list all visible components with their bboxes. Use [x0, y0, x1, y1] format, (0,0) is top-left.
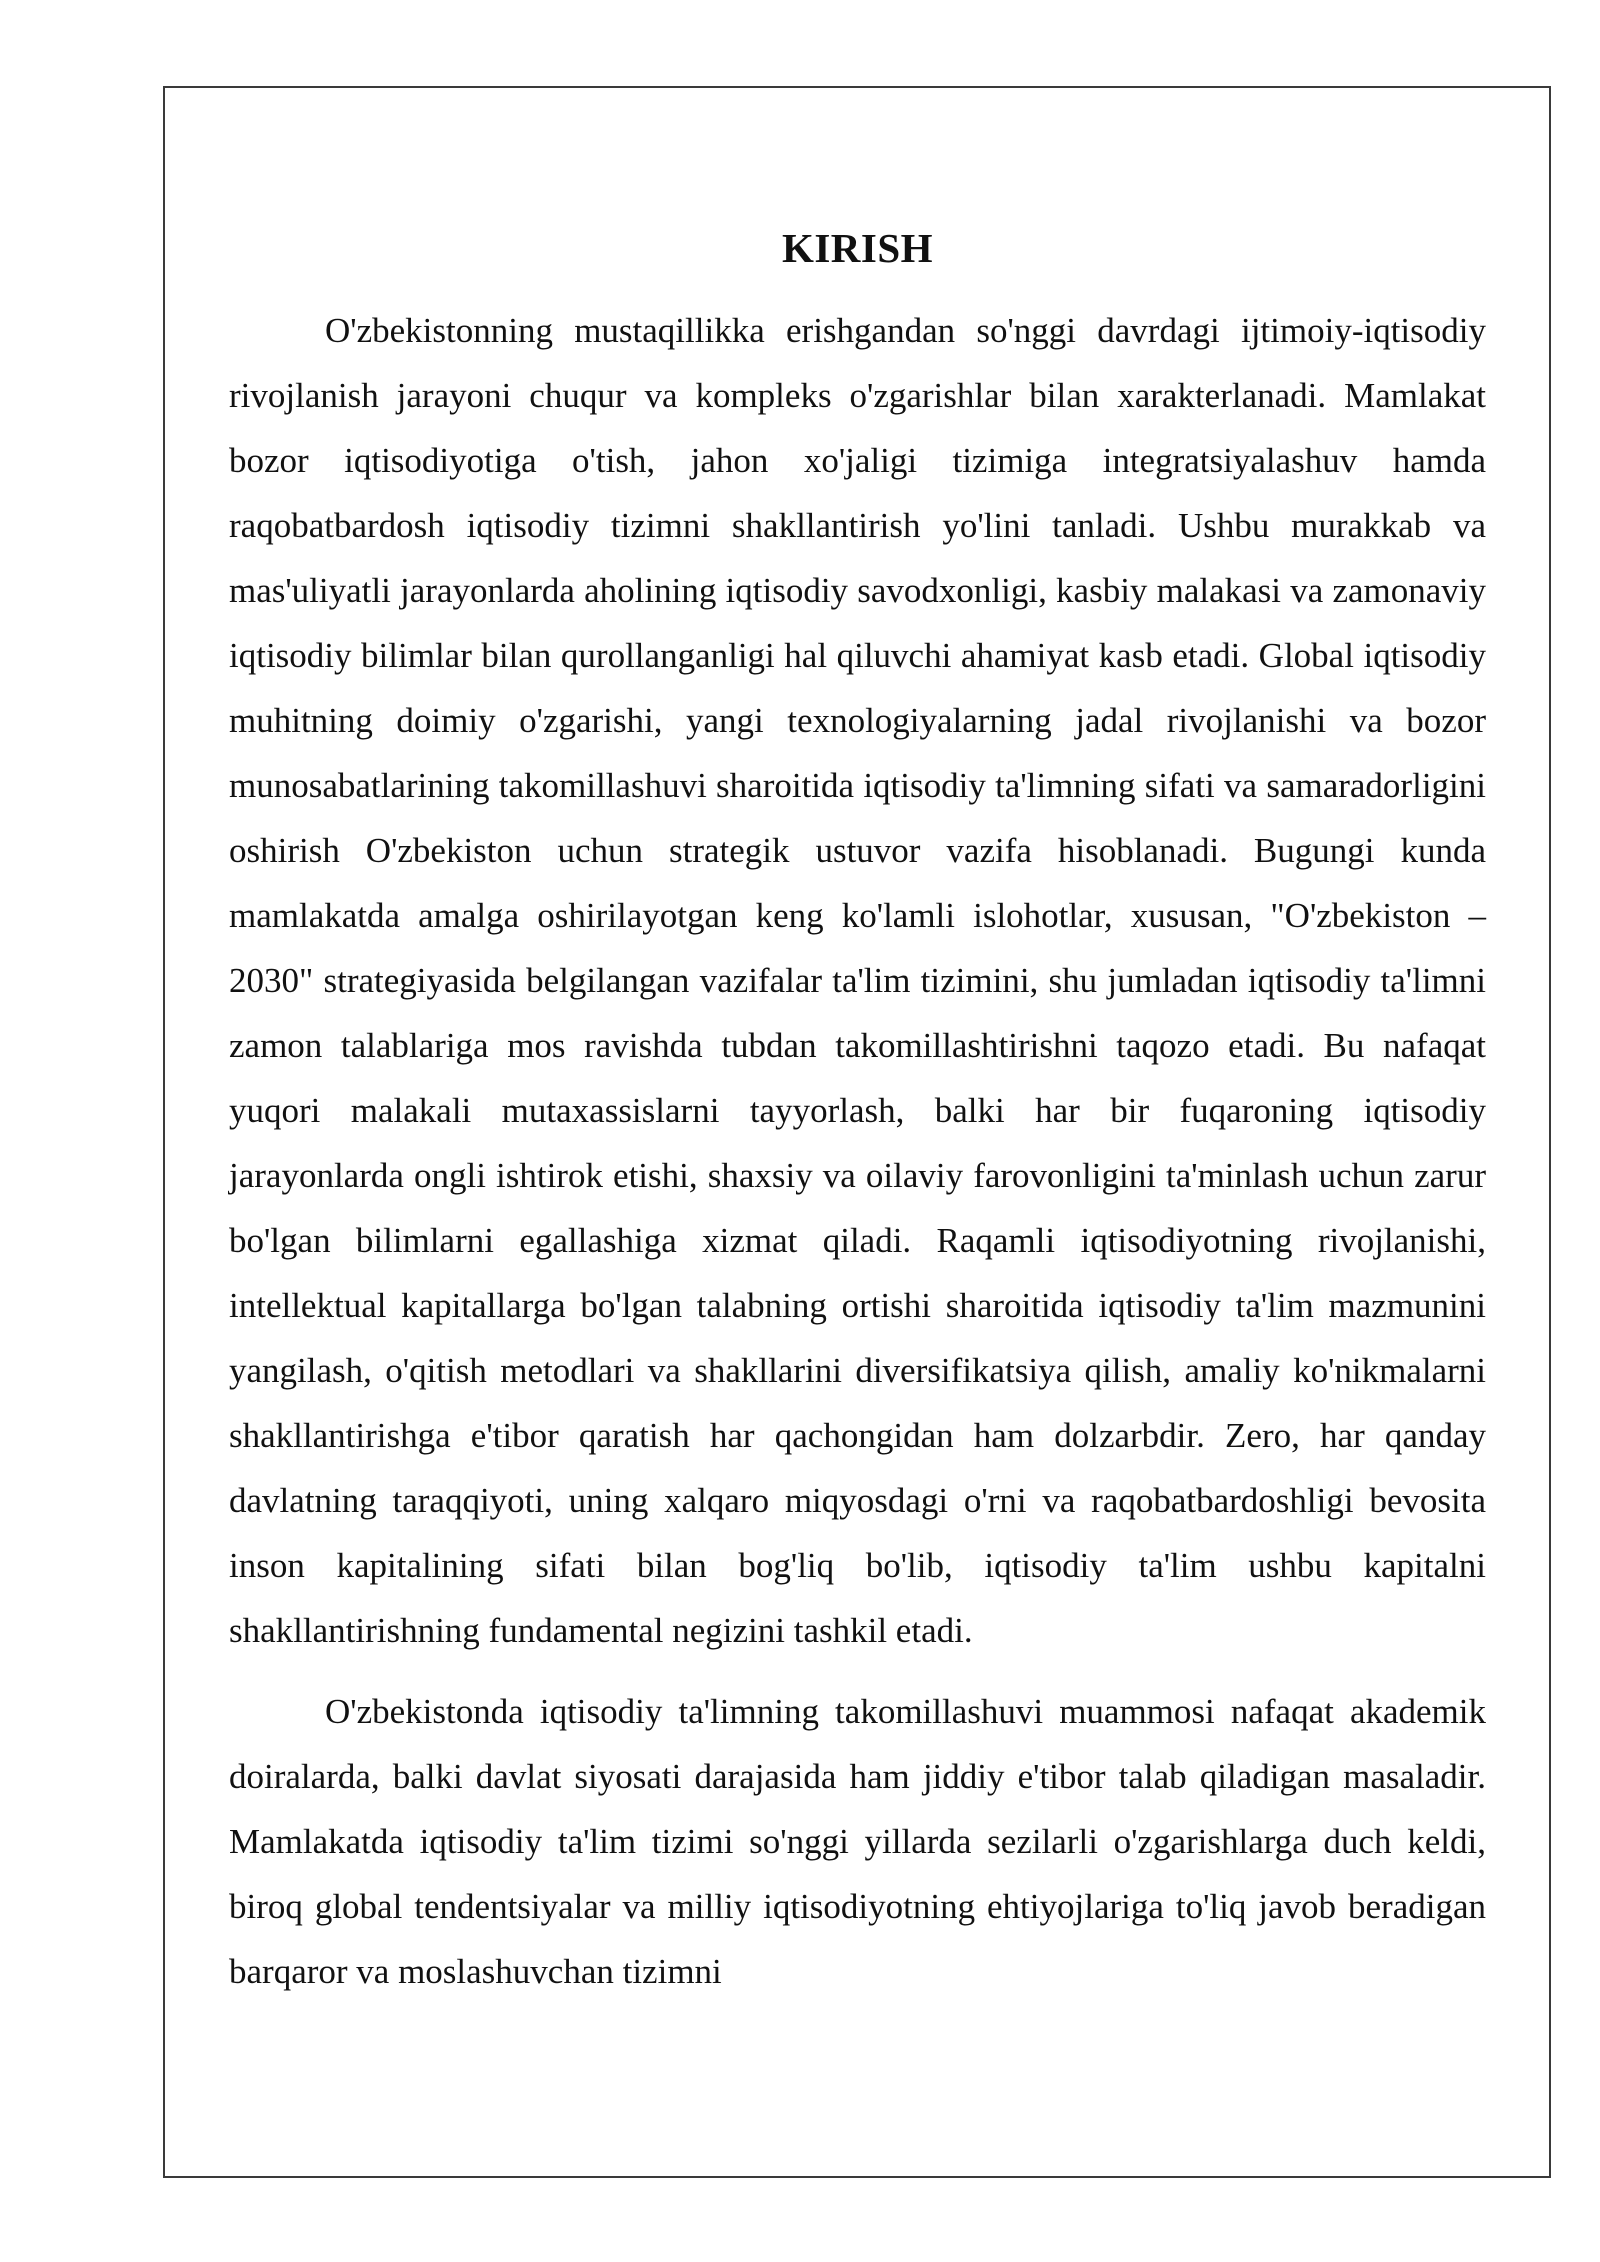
page-title: KIRISH: [781, 225, 934, 271]
paragraph: O'zbekistonda iqtisodiy ta'limning takomillashuvi muammosi nafaqat akademik doiralarda, balki davlat siyosati darajasida ham jiddiy e'tibor talab qiladigan masaladir. Mamlakatda iqtisodiy ta'lim tizimi so'nggi yillarda sezilarli o'zgarishlarga duch keldi, biroq global tendentsiyalar va milliy iqtisodiyotning ehtiyojlariga to'liq javob beradigan barqaror va moslashuvchan tizimni: [229, 1692, 1486, 1991]
paragraph: O'zbekistonning mustaqillikka erishgandan so'nggi davrdagi ijtimoiy-iqtisodiy rivojlanish jarayoni chuqur va kompleks o'zgarishlar bilan xarakterlanadi. Mamlakat bozor iqtisodiyotiga o'tish, jahon xo'jaligi tizimiga integratsiyalashuv hamda raqobatbardosh iqtisodiy tizimni shakllantirish yo'lini tanladi. Ushbu murakkab va mas'uliyatli jarayonlarda aholining iqtisodiy savodxonligi, kasbiy malakasi va zamonaviy iqtisodiy bilimlar bilan qurollanganligi hal qiluvchi ahamiyat kasb etadi. Global iqtisodiy muhitning doimiy o'zgarishi, yangi texnologiyalarning jadal rivojlanishi va bozor munosabatlarining takomillashuvi sharoitida iqtisodiy ta'limning sifati va samaradorligini oshirish O'zbekiston uchun strategik ustuvor vazifa hisoblanadi. Bugungi kunda mamlakatda amalga oshirilayotgan keng ko'lamli islohotlar, xususan, "O'zbekiston – 2030" strategiyasida belgilangan vazifalar ta'lim tizimini, shu jumladan iqtisodiy ta'limni zamon talablariga mos ravishda tubdan takomillashtirishni taqozo etadi. Bu nafaqat yuqori malakali mutaxassislarni tayyorlash, balki har bir fuqaroning iqtisodiy jarayonlarda ongli ishtirok etishi, shaxsiy va oilaviy farovonligini ta'minlash uchun zarur bo'lgan bilimlarni egallashiga xizmat qiladi. Raqamli iqtisodiyotning rivojlanishi, intellektual kapitallarga bo'lgan talabning ortishi sharoitida iqtisodiy ta'lim mazmunini yangilash, o'qitish metodlari va shakllarini diversifikatsiya qilish, amaliy ko'nikmalarni shakllantirishga e'tibor qaratish har qachongidan ham dolzarbdir. Zero, har qanday davlatning taraqqiyoti, uning xalqaro miqyosdagi o'rni va raqobatbardoshligi bevosita inson kapitalining sifati bilan bog'liq bo'lib, iqtisodiy ta'lim ushbu kapitalni shakllantirishning fundamental negizini tashkil etadi.: [229, 311, 1486, 1650]
document-body: [229, 216, 1486, 2020]
